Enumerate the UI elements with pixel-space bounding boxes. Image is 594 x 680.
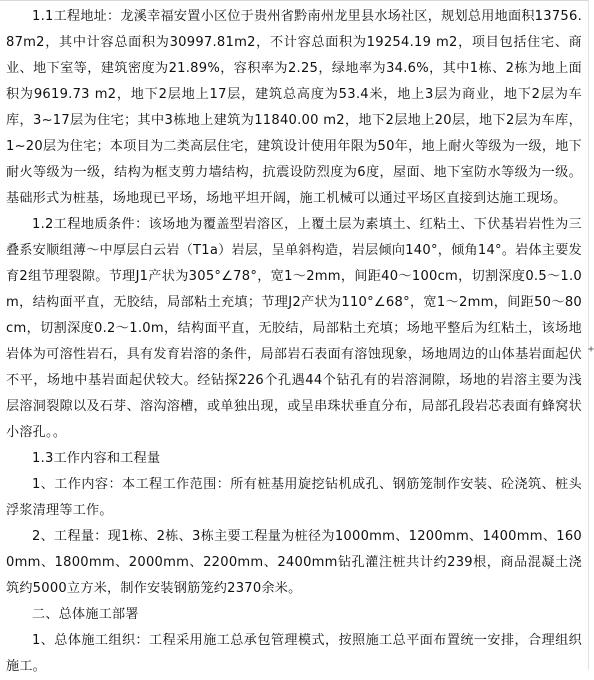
heading-construction-deployment: 二、总体施工部署 — [32, 607, 139, 622]
paragraph-work-scope: 1、工作内容：本工程工作范围：所有桩基用旋挖钻机成孔、钢筋笼制作安装、砼浇筑、桩头浮浆清理等工作。 — [6, 477, 582, 518]
paragraph-quantities: 2、工程量：现1栋、2栋、3栋主要工程量为桩径为1000mm、1200mm、1400mm、1600mm、1800mm、2000mm、2200mm、2400mm钻孔灌注桩共计约239根，商品混凝土浇筑约5000立方米，制作安装钢筋笼约2370余米。 — [6, 529, 582, 596]
top-border — [0, 0, 594, 1]
expand-marker-icon[interactable]: + — [588, 344, 594, 355]
right-margin-strip — [588, 0, 594, 670]
paragraph-overall-organization: 1、总体施工组织：工程采用施工总承包管理模式，按照施工总平面布置统一安排，合理组织施工。 — [6, 633, 582, 674]
paragraph-geology: 1.2工程地质条件：该场地为覆盖型岩溶区，上覆土层为素填土、红粘土、下伏基岩岩性为三叠系安顺组薄～中厚层白云岩（T1a）岩层，呈单斜构造，岩层倾向140°，倾角14°。岩体主要发育2组节理裂隙。节理J1产状为305°∠78°，宽1～2mm，间距40～100cm，切割深度0.5～1.0m，结构面平直，无胶结，局部粘土充填；节理J2产状为110°∠68°，宽1～2mm，间距50～80cm，切割深度0.2～1.0m，结构面平直，无胶结，局部粘土充填；场地平整后为红粘土，该场地岩体为可溶性岩石，具有发育岩溶的条件，局部岩石表面有溶蚀现象，场地周边的山体基岩面起伏不平，场地中基岩面起伏较大。经钻探226个孔遇44个钻孔有的岩溶洞隙，场地的岩溶主要为浅层溶洞裂隙以及石芽、溶沟溶槽，或单独出现，或呈串珠状垂直分布，局部孔段岩芯表面有蜂窝状小溶孔。。 — [6, 217, 582, 440]
paragraph-project-address: 1.1工程地址：龙溪幸福安置小区位于贵州省黔南州龙里县水场社区，规划总用地面积13756.87m2，其中计容总面积为30997.81m2，不计容总面积为19254.19 m2，项目包括住宅、商业、地下室等，建筑密度为21.89%，容积率为2.25，绿地率为34.6%，其中1栋、2栋为地上面积为9619.73 m2，地下2层地上17层，建筑总高度为53.4米，地上3层为商业，地下2层为车库，3~17层为住宅；其中3栋地上建筑为11840.00 m2，地下2层地上20层，地下2层为车库，1~20层为住宅；本项目为二类高层住宅，建筑设计使用年限为50年，地上耐火等级为一级，地下耐火等级为一级，结构为框支剪力墙结构，抗震设防烈度为6度，屋面、地下室防水等级为一级。基础形式为桩基，场地现已平场，场地平坦开阔，施工机械可以通过平场区直接到达施工现场。 — [6, 9, 582, 206]
heading-work-content: 1.3工作内容和工程量 — [32, 451, 161, 466]
document-page — [6, 4, 582, 680]
